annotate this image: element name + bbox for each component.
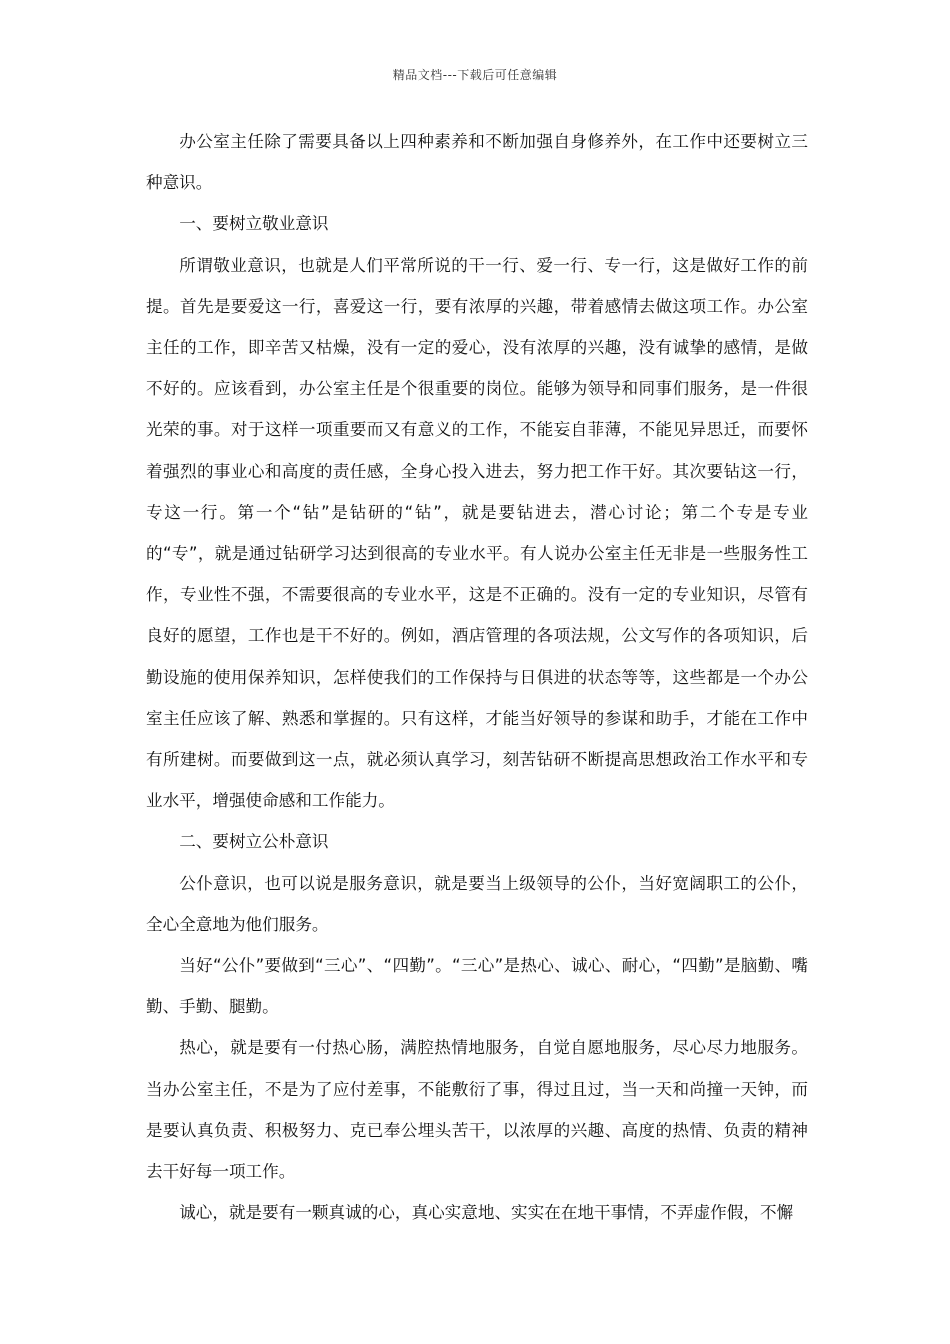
paragraph-sincere-heart: 诚心，就是要有一颗真诚的心，真心实意地、实实在在地干事情，不弄虚作假，不懈 bbox=[179, 1203, 794, 1223]
paragraph-intro: 办公室主任除了需要具备以上四种素养和不断加强自身修养外，在工作中还要树立三种意识。 bbox=[146, 132, 808, 193]
section-heading-1: 一、要树立敬业意识 bbox=[179, 214, 329, 234]
paragraph-service-awareness: 公仆意识，也可以说是服务意识，就是要当上级领导的公仆，当好宽阔职工的公仆，全心全意地为他们服务。 bbox=[146, 873, 808, 934]
page-header: 精品文档---下载后可任意编辑 bbox=[392, 68, 558, 82]
section-heading-2: 二、要树立公朴意识 bbox=[179, 832, 329, 852]
paragraph-three-hearts: 当好“公仆”要做到“三心”、“四勤”。“三心”是热心、诚心、耐心，“四勤”是脑勤、嘴勤、手勤、腿勤。 bbox=[146, 956, 808, 1017]
paragraph-warm-heart: 热心，就是要有一付热心肠，满腔热情地服务，自觉自愿地服务，尽心尽力地服务。当办公室主任，不是为了应付差事，不能敷衍了事，得过且过，当一天和尚撞一天钟，而是要认真负责、积极努力、克已奉公埋头苦干，以浓厚的兴趣、高度的热情、负责的精神去干好每一项工作。 bbox=[146, 1038, 808, 1182]
paragraph-dedication: 所谓敬业意识，也就是人们平常所说的干一行、爱一行、专一行，这是做好工作的前提。首先是要爱这一行，喜爱这一行，要有浓厚的兴趣，带着感情去做这项工作。办公室主任的工作，即辛苦又枯燥，没有一定的爱心，没有浓厚的兴趣，没有诚挚的感情，是做不好的。应该看到，办公室主任是个很重要的岗位。能够为领导和同事们服务，是一件很光荣的事。对于这样一项重要而又有意义的工作，不能妄自菲薄，不能见异思迁，而要怀着强烈的事业心和高度的责任感，全身心投入进去，努力把工作干好。其次要钻这一行，专这一行。第一个“钻”是钻研的“钻”，就是要钻进去，潜心讨论；第二个专是专业的“专”，就是通过钻研学习达到很高的专业水平。有人说办公室主任无非是一些服务性工作，专业性不强，不需要很高的专业水平，这是不正确的。没有一定的专业知识，尽管有良好的愿望，工作也是干不好的。例如，酒店管理的各项法规，公文写作的各项知识，后勤设施的使用保养知识，怎样使我们的工作保持与日俱进的状态等等，这些都是一个办公室主任应该了解、熟悉和掌握的。只有这样，才能当好领导的参谋和助手，才能在工作中有所建树。而要做到这一点，就必须认真学习，刻苦钻研不断提高思想政治工作水平和专业水平，增强使命感和工作能力。 bbox=[146, 255, 808, 811]
document-body bbox=[146, 121, 808, 1233]
